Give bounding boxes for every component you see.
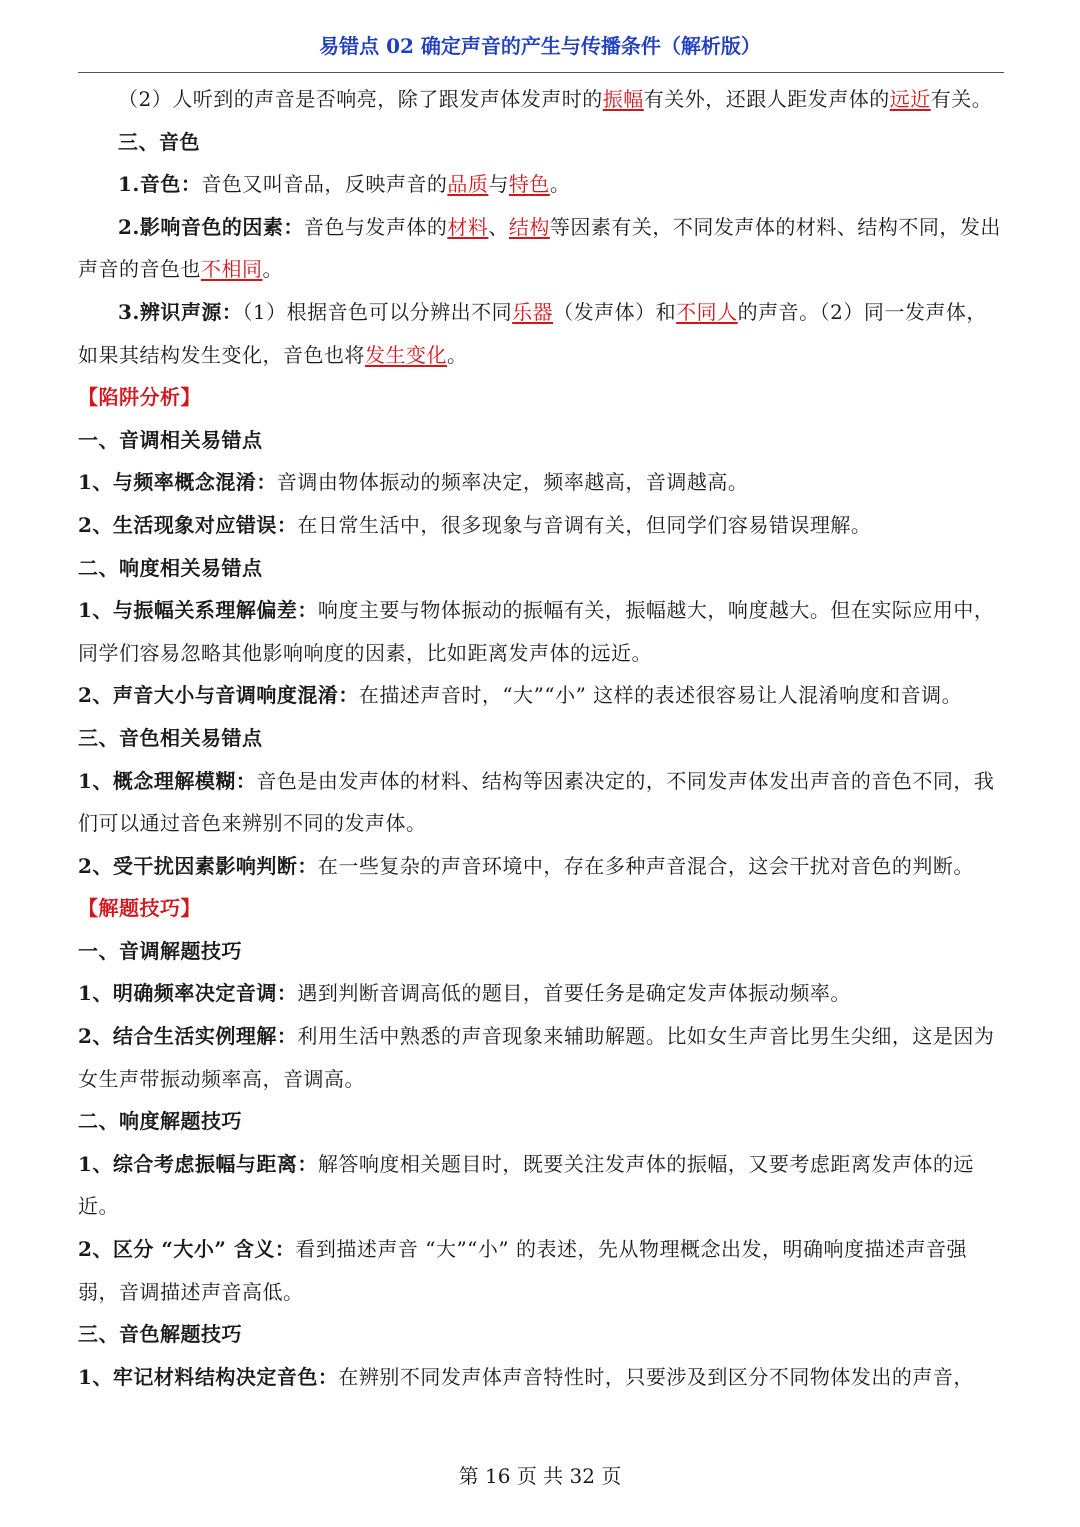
tips-item: 1、综合考虑振幅与距离：解答响度相关题目时，既要关注发声体的振幅，又要考虑距离发声体的远近。 xyxy=(78,1151,974,1219)
answer-blank: 结构 xyxy=(508,214,550,239)
tips-item: 1、牢记材料结构决定音色：在辨别不同发声体声音特性时，只要涉及到区分不同物体发出的声音， xyxy=(78,1364,974,1389)
trap-item: 1、概念理解模糊：音色是由发声体的材料、结构等因素决定的，不同发声体发出声音的音色不同，我们可以通过音色来辨别不同的发声体。 xyxy=(78,768,995,836)
trap-heading-timbre: 三、音色相关易错点 xyxy=(78,725,263,750)
item-label: 1、与频率概念混淆： xyxy=(78,470,277,495)
item-label: 1、与振幅关系理解偏差： xyxy=(78,598,318,623)
trap-item: 1、与频率概念混淆：音调由物体振动的频率决定，频率越高，音调越高。 xyxy=(78,470,749,495)
answer-blank: 乐器 xyxy=(512,299,554,324)
item-label: 1、牢记材料结构决定音色： xyxy=(78,1364,339,1389)
item-label: 1、概念理解模糊： xyxy=(78,768,257,793)
answer-blank: 品质 xyxy=(447,172,489,197)
paragraph-timbre-1: 1.音色：音色又叫音品，反映声音的品质与特色。 xyxy=(118,172,571,197)
tips-heading-timbre: 三、音色解题技巧 xyxy=(78,1322,242,1347)
item-label: 2、区分 “大小” 含义： xyxy=(78,1237,296,1262)
trap-heading-loudness: 二、响度相关易错点 xyxy=(78,555,263,580)
trap-item: 2、受干扰因素影响判断：在一些复杂的声音环境中，存在多种声音混合，这会干扰对音色的判断。 xyxy=(78,853,974,878)
answer-blank: 特色 xyxy=(508,172,550,197)
item-label: 2、生活现象对应错误： xyxy=(78,512,298,537)
item-label: 3.辨识声源： xyxy=(118,299,243,324)
section-heading-timbre: 三、音色 xyxy=(118,129,200,154)
page-header-title: 易错点 02 确定声音的产生与传播条件（解析版） xyxy=(319,34,761,58)
paragraph-timbre-2: 2.影响音色的因素：音色与发声体的材料、结构等因素有关，不同发声体的材料、结构不同，发出声音的音色也不相同。 xyxy=(78,214,1001,282)
item-label: 2、结合生活实例理解： xyxy=(78,1024,298,1049)
paragraph-timbre-3: 3.辨识声源：（1）根据音色可以分辨出不同乐器（发声体）和不同人的声音。（2）同一发声体，如果其结构发生变化，音色也将发生变化。 xyxy=(78,299,987,367)
trap-heading-pitch: 一、音调相关易错点 xyxy=(78,427,263,452)
paragraph-loudness-2: （2）人听到的声音是否响亮，除了跟发声体发声时的振幅有关外，还跟人距发声体的远近有关。 xyxy=(118,87,993,111)
answer-blank: 发生变化 xyxy=(365,342,447,367)
tips-heading-pitch: 一、音调解题技巧 xyxy=(78,938,242,963)
answer-blank: 材料 xyxy=(447,214,489,239)
tips-item: 1、明确频率决定音调：遇到判断音调高低的题目，首要任务是确定发声体振动频率。 xyxy=(78,981,851,1006)
tips-item: 2、区分 “大小” 含义：看到描述声音 “大”“小” 的表述，先从物理概念出发，明确响度描述声音强弱，音调描述声音高低。 xyxy=(78,1237,967,1304)
header-divider xyxy=(78,72,1004,73)
answer-blank: 不相同 xyxy=(201,257,263,282)
item-label: 2.影响音色的因素： xyxy=(118,214,304,239)
trap-item: 1、与振幅关系理解偏差：响度主要与物体振动的振幅有关，振幅越大，响度越大。但在实际应用中，同学们容易忽略其他影响响度的因素，比如距离发声体的远近。 xyxy=(78,598,995,665)
item-label: 1.音色： xyxy=(118,172,202,197)
solving-tips-title: 【解题技巧】 xyxy=(78,896,201,921)
answer-blank: 不同人 xyxy=(676,299,738,324)
tips-heading-loudness: 二、响度解题技巧 xyxy=(78,1109,242,1134)
item-label: 2、受干扰因素影响判断： xyxy=(78,853,318,878)
trap-item: 2、生活现象对应错误：在日常生活中，很多现象与音调有关，但同学们容易错误理解。 xyxy=(78,512,872,537)
item-label: 2、声音大小与音调响度混淆： xyxy=(78,683,359,708)
trap-analysis-title: 【陷阱分析】 xyxy=(78,385,201,410)
answer-blank: 振幅 xyxy=(602,87,644,111)
item-label: 1、综合考虑振幅与距离： xyxy=(78,1151,318,1176)
page-content xyxy=(78,78,1004,1398)
tips-item: 2、结合生活实例理解：利用生活中熟悉的声音现象来辅助解题。比如女生声音比男生尖细，这是因为女生声带振动频率高，音调高。 xyxy=(78,1024,995,1091)
answer-blank: 远近 xyxy=(889,87,931,111)
item-label: 1、明确频率决定音调： xyxy=(78,981,298,1006)
page-number: 第 16 页 共 32 页 xyxy=(458,1464,622,1488)
trap-item: 2、声音大小与音调响度混淆：在描述声音时，“大”“小” 这样的表述很容易让人混淆响度和音调。 xyxy=(78,683,963,708)
